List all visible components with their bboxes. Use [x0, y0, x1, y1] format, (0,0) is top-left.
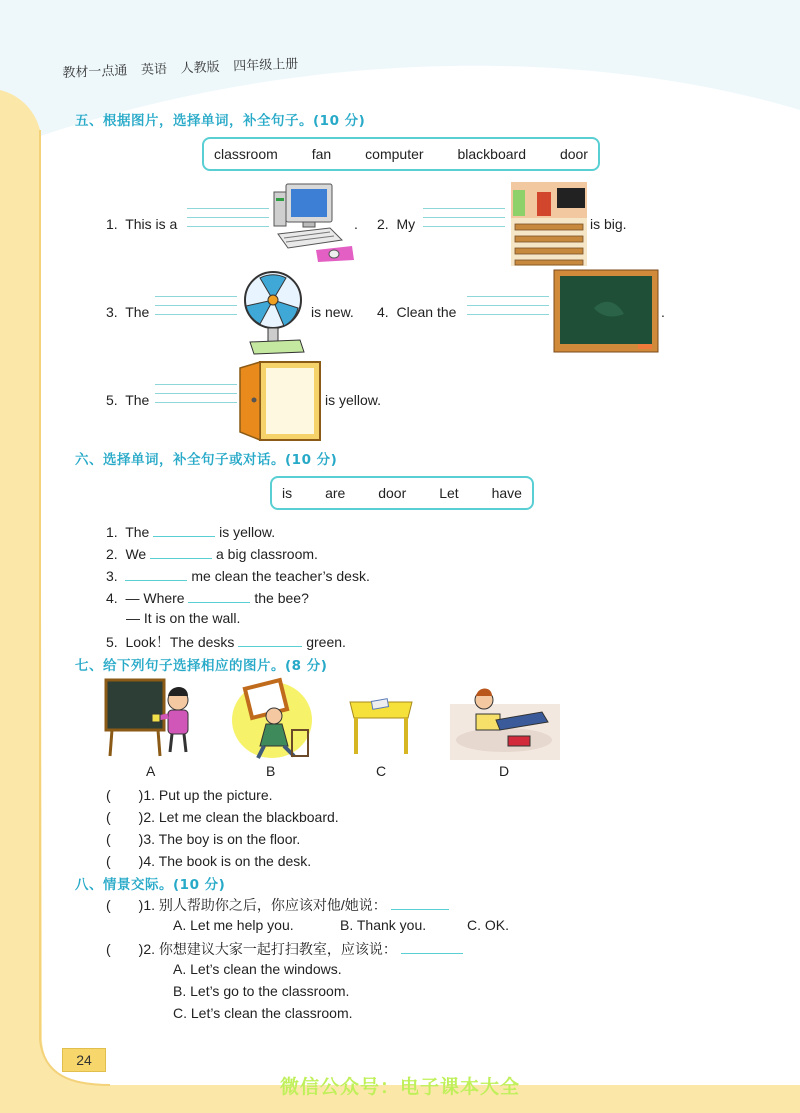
header-book: 教材一点通 [62, 62, 128, 80]
s6-q2 [106, 544, 318, 562]
word-door: door [378, 485, 407, 501]
s8-q1-stem[interactable] [106, 895, 449, 915]
answer-lines[interactable] [423, 208, 505, 236]
section6-word-box [270, 476, 534, 510]
answer-lines[interactable] [467, 296, 549, 324]
q-text: green. [306, 634, 346, 650]
computer-icon [272, 182, 356, 264]
section7-title: 七、给下列句子选择相应的图片。(8 分) [75, 658, 328, 674]
q-text: Look！The desks [125, 634, 235, 650]
girl-cleaning-blackboard-icon [104, 676, 196, 758]
word-computer: computer [365, 146, 424, 162]
answer-lines[interactable] [155, 384, 237, 412]
q-text: a big classroom. [216, 546, 318, 562]
q-text: The [125, 524, 150, 540]
q-number: 1. [106, 216, 118, 232]
answer-blank[interactable] [238, 632, 302, 647]
q-text: — Where [125, 590, 185, 606]
q-number: 4. [377, 304, 389, 320]
s7-item-2[interactable]: ( )2. Let me clean the blackboard. [106, 809, 339, 825]
word-door: door [559, 146, 588, 162]
q-text: The [125, 392, 150, 408]
s6-q1 [106, 522, 275, 540]
s8-q2-option-a: A. Let’s clean the windows. [173, 961, 342, 977]
boy-putting-up-picture-icon [230, 676, 316, 760]
s6-q4-answer: — It is on the wall. [126, 610, 241, 626]
watermark: 微信公众号：电子课本大全 [279, 1076, 520, 1098]
answer-blank[interactable] [188, 588, 250, 603]
q-number: 5. [106, 392, 118, 408]
s5-q3-post: is new. [311, 304, 354, 320]
q-number: 1. [106, 524, 118, 540]
s6-q5 [106, 632, 346, 652]
q-number: 3. [106, 304, 118, 320]
q-text: me clean the teacher’s desk. [191, 568, 370, 584]
word-blackboard: blackboard [457, 146, 526, 162]
classroom-icon [511, 182, 587, 266]
fan-icon [240, 270, 308, 354]
picture-label-d: D [499, 763, 510, 779]
s6-q3 [106, 566, 370, 584]
word-have: have [491, 485, 522, 501]
s5-q1-post: . [354, 216, 358, 232]
q-text: We [125, 546, 147, 562]
q-text: Clean the [396, 304, 457, 320]
s8-q1-option-a: A. Let me help you. [173, 917, 294, 933]
answer-blank[interactable] [125, 566, 187, 581]
picture-label-c: C [376, 763, 387, 779]
s8-q1-option-c: C. OK. [467, 917, 510, 933]
section5-word-box [202, 137, 600, 171]
q-number: 5. [106, 634, 118, 650]
section6-title: 六、选择单词，补全句子或对话。(10 分) [75, 452, 338, 468]
s5-q4 [377, 304, 456, 320]
word-classroom: classroom [214, 146, 278, 162]
header-grade: 四年级上册 [232, 55, 299, 74]
answer-blank[interactable] [150, 544, 212, 559]
s6-q4 [106, 588, 309, 606]
s5-q2-post: is big. [590, 216, 627, 232]
s5-q4-post: . [661, 304, 665, 320]
q-text: ( )1. 别人帮助你之后，你应该对他/她说： [106, 897, 387, 913]
answer-blank[interactable] [401, 939, 463, 954]
q-text: is yellow. [219, 524, 276, 540]
door-icon [238, 358, 322, 442]
boy-on-floor-icon [450, 684, 560, 760]
word-is: is [282, 485, 293, 501]
word-are: are [325, 485, 346, 501]
word-fan: fan [311, 146, 332, 162]
s5-q3 [106, 304, 149, 320]
picture-label-a: A [146, 763, 156, 779]
picture-label-b: B [266, 763, 276, 779]
answer-blank[interactable] [153, 522, 215, 537]
header-subject: 英语 [140, 60, 168, 77]
header-edition: 人教版 [180, 58, 220, 76]
answer-lines[interactable] [187, 208, 269, 236]
q-number: 4. [106, 590, 118, 606]
s8-q2-option-c: C. Let’s clean the classroom. [173, 1005, 353, 1021]
s5-q1 [106, 216, 177, 232]
answer-blank[interactable] [391, 895, 449, 910]
s8-q1-option-b: B. Thank you. [340, 917, 427, 933]
running-header [62, 53, 308, 81]
q-text: This is a [125, 216, 178, 232]
s8-q2-option-b: B. Let’s go to the classroom. [173, 983, 350, 999]
s7-item-3[interactable]: ( )3. The boy is on the floor. [106, 831, 301, 847]
page-number: 24 [62, 1048, 106, 1072]
q-text: The [125, 304, 150, 320]
q-text: My [396, 216, 416, 232]
book-on-desk-icon [346, 692, 416, 758]
q-number: 3. [106, 568, 118, 584]
q-text: ( )2. 你想建议大家一起打扫教室，应该说： [106, 941, 397, 957]
q-text: the bee? [254, 590, 309, 606]
s7-item-1[interactable]: ( )1. Put up the picture. [106, 787, 273, 803]
s7-item-4[interactable]: ( )4. The book is on the desk. [106, 853, 312, 869]
s5-q2 [377, 216, 415, 232]
answer-lines[interactable] [155, 296, 237, 324]
s5-q5-post: is yellow. [325, 392, 382, 408]
q-number: 2. [377, 216, 389, 232]
blackboard-icon [554, 270, 658, 354]
section5-title: 五、根据图片，选择单词，补全句子。(10 分) [75, 113, 366, 129]
section8-title: 八、情景交际。(10 分) [75, 877, 226, 893]
word-let: Let [439, 485, 459, 501]
s8-q2-stem[interactable] [106, 939, 463, 959]
s5-q5 [106, 392, 149, 408]
q-number: 2. [106, 546, 118, 562]
